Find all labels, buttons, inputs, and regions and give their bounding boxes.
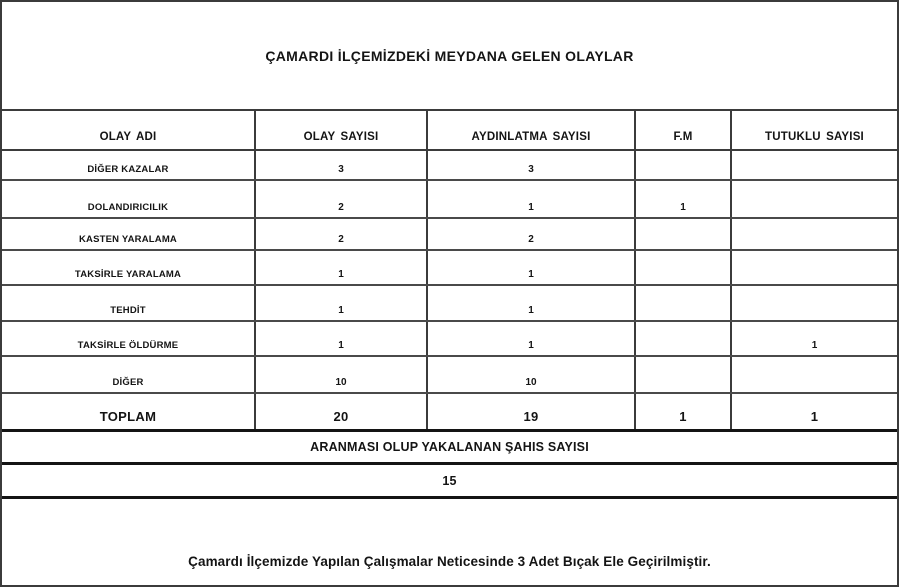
arrested-count-cell: 1 (811, 340, 818, 351)
table-header-row (2, 111, 897, 151)
table-row (2, 151, 897, 181)
table-row (2, 219, 897, 251)
footer-note-block (2, 499, 897, 585)
table-row (2, 251, 897, 286)
fm-cell (636, 322, 732, 355)
total-label: TOPLAM (2, 394, 256, 429)
fm-cell (636, 357, 732, 392)
table-row (2, 357, 897, 394)
fm-cell (636, 286, 732, 320)
table-row (2, 181, 897, 219)
arrested-count-cell (732, 181, 897, 217)
event-count-cell: 1 (256, 251, 428, 284)
arrested-count-cell (732, 251, 897, 284)
table-row (2, 286, 897, 322)
event-count-cell: 2 (256, 219, 428, 249)
solved-count-cell: 10 (428, 357, 636, 392)
page-title: ÇAMARDI İLÇEMİZDEKİ MEYDANA GELEN OLAYLAR (265, 47, 634, 64)
total-arrested-count: 1 (810, 409, 819, 424)
event-name-cell: DİĞER (2, 357, 256, 392)
total-fm: 1 (636, 394, 732, 429)
column-header-olay-sayisi: OLAY SAYISI (256, 111, 428, 149)
solved-count-cell: 2 (428, 219, 636, 249)
fm-cell: 1 (636, 181, 732, 217)
table-total-row (2, 394, 897, 432)
wanted-section-value: 15 (2, 465, 897, 499)
event-count-cell: 3 (256, 151, 428, 179)
total-solved-count: 19 (428, 394, 636, 429)
solved-count-cell: 1 (428, 322, 636, 355)
event-count-cell: 1 (256, 322, 428, 355)
arrested-count-cell (732, 151, 897, 179)
fm-cell (636, 151, 732, 179)
fm-cell (636, 251, 732, 284)
column-header-fm: F.M (636, 111, 732, 149)
column-header-olay-adi: OLAY ADI (2, 111, 256, 149)
footer-note: Çamardı İlçemizde Yapılan Çalışmalar Neticesinde 3 Adet Bıçak Ele Geçirilmiştir. (188, 554, 711, 569)
solved-count-cell: 1 (428, 181, 636, 217)
title-block (2, 2, 897, 111)
wanted-section-label: ARANMASI OLUP YAKALANAN ŞAHIS SAYISI (2, 432, 897, 465)
solved-count-cell: 3 (428, 151, 636, 179)
solved-count-cell: 1 (428, 286, 636, 320)
event-name-cell: DİĞER KAZALAR (2, 151, 256, 179)
event-name-cell: TAKSİRLE ÖLDÜRME (2, 322, 256, 355)
arrested-count-cell (732, 219, 897, 249)
arrested-count-cell (732, 286, 897, 320)
column-header-tutuklu-sayisi: TUTUKLU SAYISI (765, 131, 864, 143)
table-row (2, 322, 897, 357)
event-count-cell: 1 (256, 286, 428, 320)
solved-count-cell: 1 (428, 251, 636, 284)
column-header-aydinlatma-sayisi: AYDINLATMA SAYISI (428, 111, 636, 149)
event-name-cell: TAKSİRLE YARALAMA (2, 251, 256, 284)
fm-cell (636, 219, 732, 249)
event-name-cell: TEHDİT (2, 286, 256, 320)
arrested-count-cell (732, 357, 897, 392)
event-count-cell: 10 (256, 357, 428, 392)
total-event-count: 20 (256, 394, 428, 429)
event-name-cell: DOLANDIRICILIK (2, 181, 256, 217)
event-count-cell: 2 (256, 181, 428, 217)
event-name-cell: KASTEN YARALAMA (2, 219, 256, 249)
